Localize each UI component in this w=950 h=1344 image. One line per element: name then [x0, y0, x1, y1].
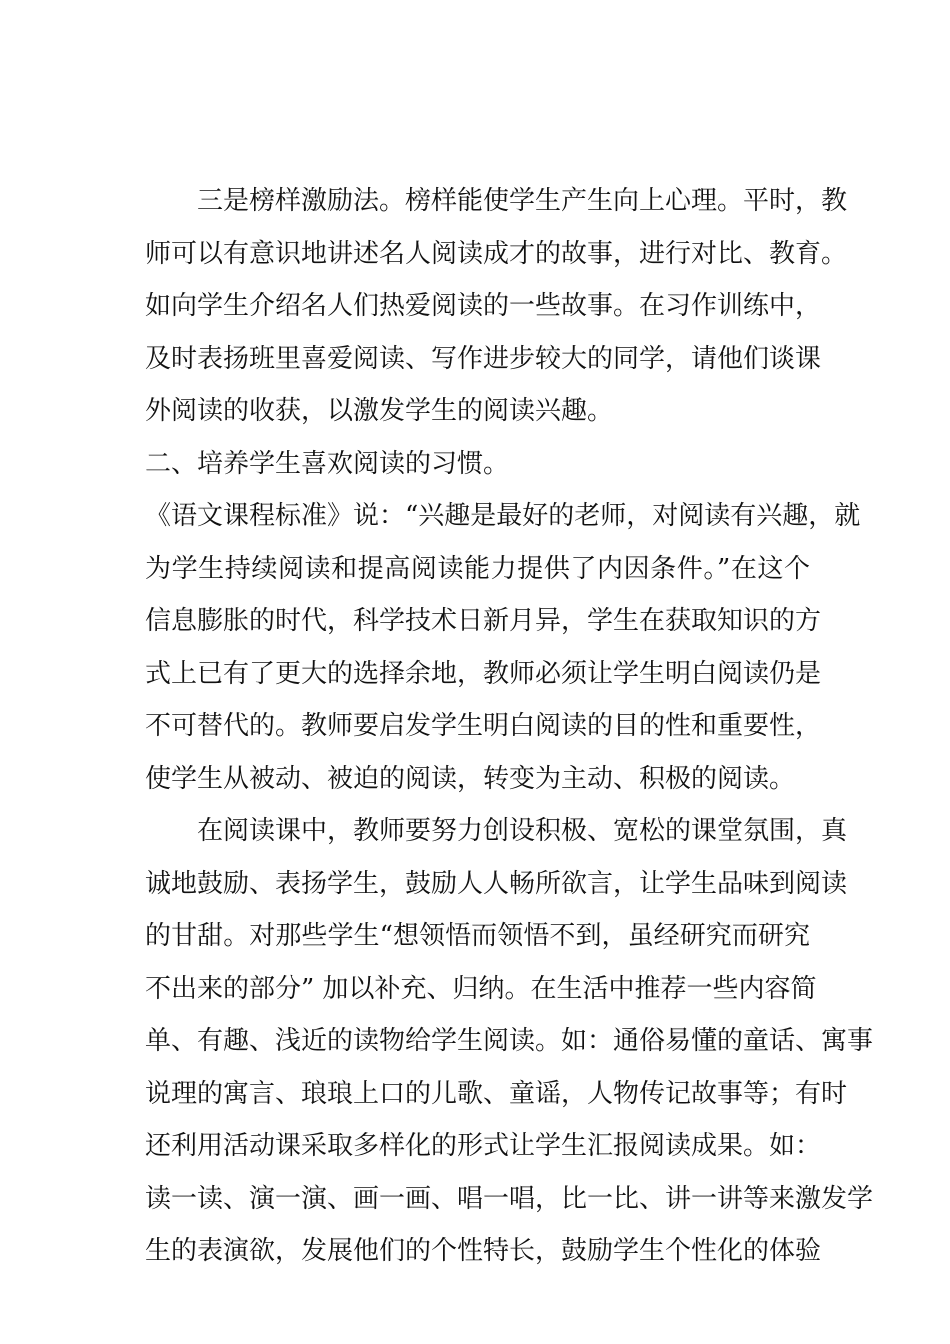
text-line-10: 式上已有了更大的选择余地，教师必须让学生明白阅读仍是	[145, 658, 822, 689]
text-line-16: 不出来的部分” 加以补充、归纳。在生活中推荐一些内容简	[145, 973, 817, 1004]
text-line-12: 使学生从被动、被迫的阅读，转变为主动、积极的阅读。	[145, 763, 796, 794]
text-line-19: 还利用活动课采取多样化的形式让学生汇报阅读成果。如：	[145, 1131, 822, 1161]
body-text	[145, 175, 874, 1278]
text-line-7: 《语文课程标准》说：“兴趣是最好的老师，对阅读有兴趣，就	[145, 501, 861, 531]
text-line-13: 在阅读课中，教师要努力创设积极、宽松的课堂氛围，真	[197, 816, 848, 846]
text-line-11: 不可替代的。教师要启发学生明白阅读的目的性和重要性，	[145, 711, 822, 741]
text-line-2: 师可以有意识地讲述名人阅读成才的故事，进行对比、教育。	[145, 238, 848, 269]
text-line-9: 信息膨胀的时代，科学技术日新月异，学生在获取知识的方	[145, 606, 822, 636]
text-line-3: 如向学生介绍名人们热爱阅读的一些故事。在习作训练中，	[145, 291, 822, 321]
text-line-14: 诚地鼓励、表扬学生，鼓励人人畅所欲言，让学生品味到阅读	[145, 868, 848, 899]
text-line-18: 说理的寓言、琅琅上口的儿歌、童谣，人物传记故事等；有时	[145, 1078, 848, 1109]
text-line-5: 外阅读的收获，以激发学生的阅读兴趣。	[145, 396, 614, 426]
text-line-21: 生的表演欲，发展他们的个性特长，鼓励学生个性化的体验	[145, 1236, 822, 1266]
text-line-20: 读一读、演一演、画一画、唱一唱，比一比、讲一讲等来激发学	[145, 1183, 874, 1214]
text-line-4: 及时表扬班里喜爱阅读、写作进步较大的同学，请他们谈课	[145, 343, 822, 374]
text-line-17: 单、有趣、浅近的读物给学生阅读。如：通俗易懂的童话、寓事	[145, 1026, 874, 1056]
text-line-1: 三是榜样激励法。榜样能使学生产生向上心理。平时，教	[197, 186, 848, 216]
text-line-8: 为学生持续阅读和提高阅读能力提供了内因条件。”在这个	[145, 553, 810, 584]
text-line-15: 的甘甜。对那些学生“想领悟而领悟不到，虽经研究而研究	[145, 921, 810, 951]
section-heading: 二、培养学生喜欢阅读的习惯。	[145, 448, 510, 479]
